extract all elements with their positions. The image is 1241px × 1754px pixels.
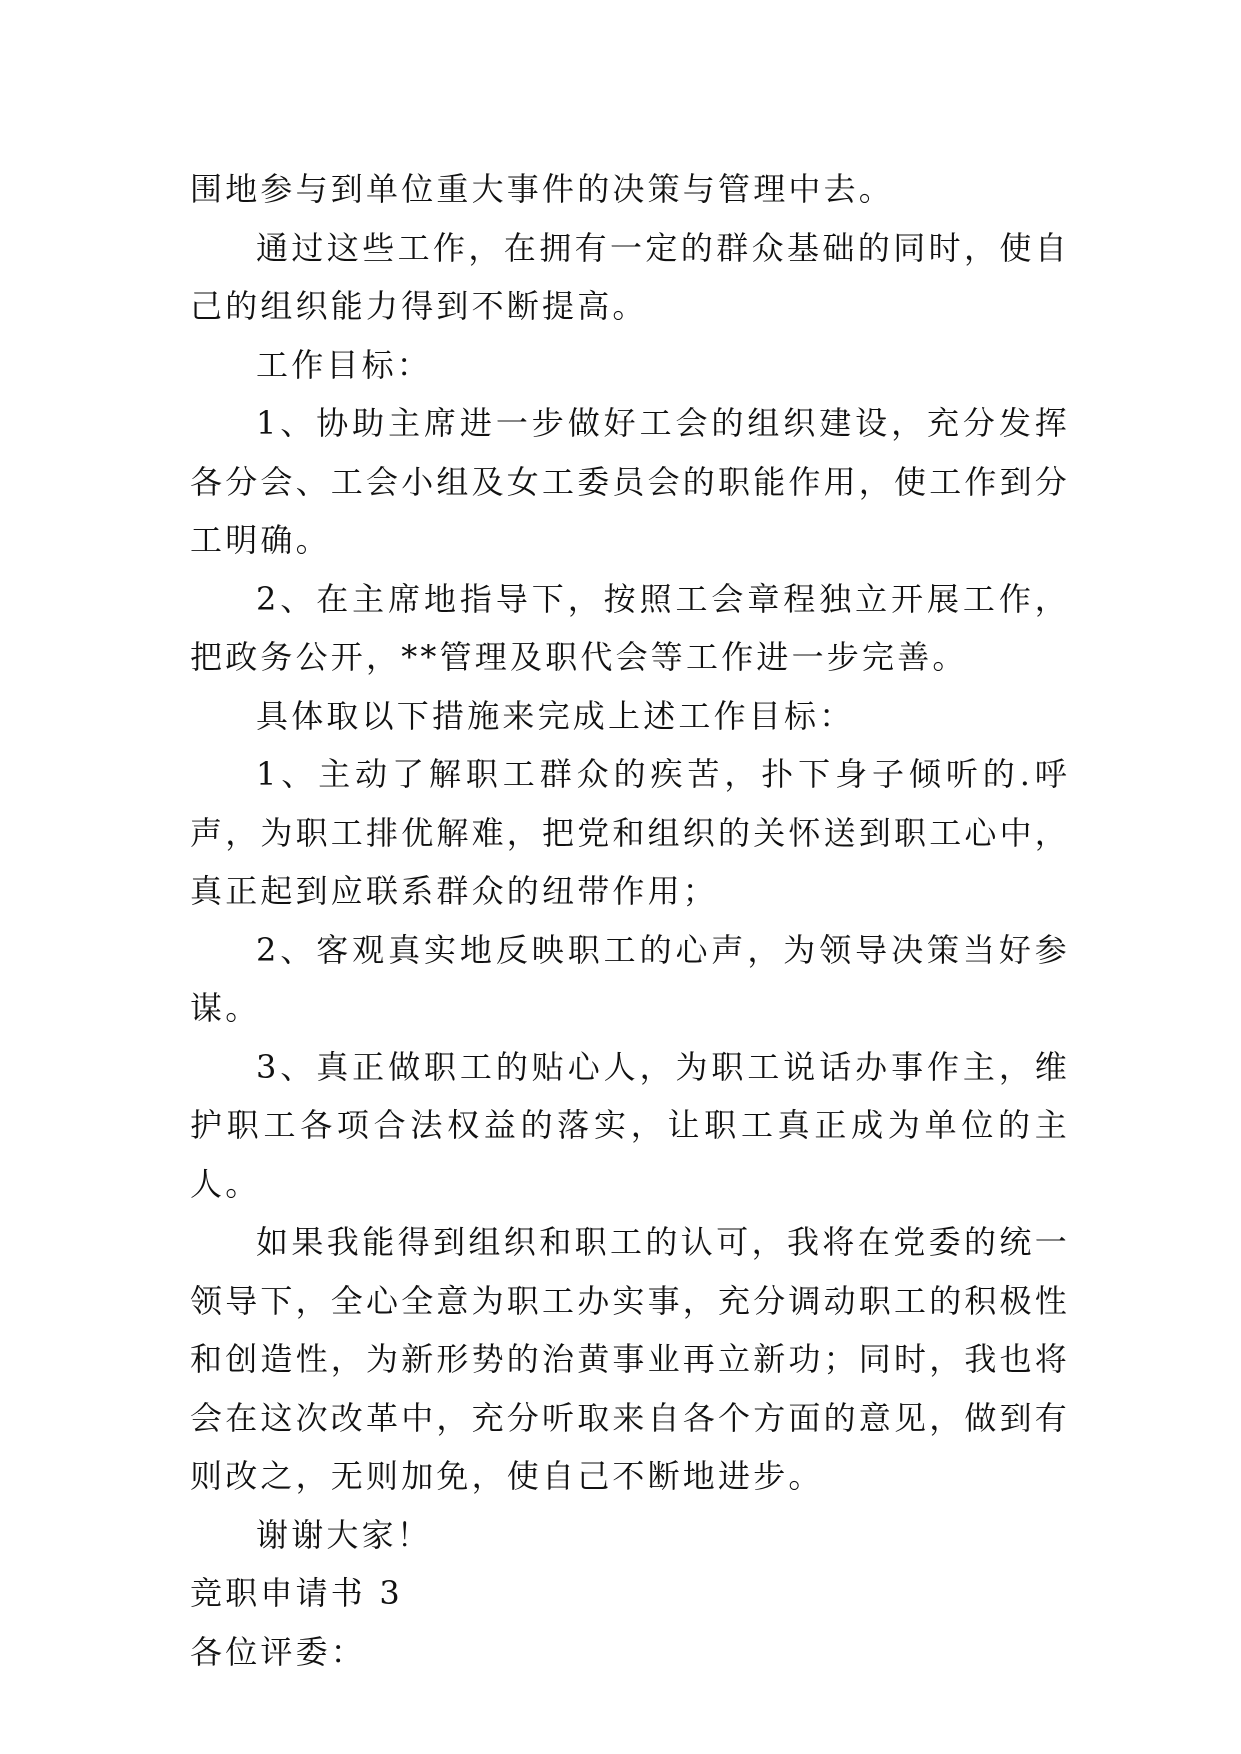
- measure-item: 2、客观真实地反映职工的心声，为领导决策当好参谋。: [190, 930, 1070, 1027]
- goal-item: 2、在主席地指导下，按照工会章程独立开展工作，把政务公开，**管理及职代会等工作进一步完善。: [190, 579, 1070, 676]
- section-title: 竞职申请书 3: [190, 1574, 403, 1612]
- measures-heading: 具体取以下措施来完成上述工作目标：: [256, 696, 855, 735]
- measure-item: 1、主动了解职工群众的疾苦，扑下身子倾听的.呼声，为职工排优解难，把党和组织的关怀送到职工心中，真正起到应联系群众的纽带作用；: [190, 755, 1071, 910]
- closing-thanks: 谢谢大家！: [256, 1515, 433, 1554]
- paragraph: 通过这些工作，在拥有一定的群众基础的同时，使自己的组织能力得到不断提高。: [190, 228, 1070, 325]
- measure-item: 3、真正做职工的贴心人，为职工说话办事作主，维护职工各项合法权益的落实，让职工真正成为单位的主人。: [190, 1047, 1070, 1203]
- work-goals-heading: 工作目标：: [256, 345, 433, 384]
- document-body: [190, 160, 1070, 1681]
- paragraph-continuation: 围地参与到单位重大事件的决策与管理中去。: [190, 170, 895, 208]
- paragraph: 如果我能得到组织和职工的认可，我将在党委的统一领导下，全心全意为职工办实事，充分调动职工的积极性和创造性，为新形势的治黄事业再立新功；同时，我也将会在这次改革中，充分听取来自各个方面的意见，做到有则改之，无则加免，使自己不断地进步。: [190, 1223, 1071, 1495]
- goal-item: 1、协助主席进一步做好工会的组织建设，充分发挥各分会、工会小组及女工委员会的职能作用，使工作到分工明确。: [190, 404, 1071, 559]
- salutation: 各位评委：: [190, 1632, 367, 1671]
